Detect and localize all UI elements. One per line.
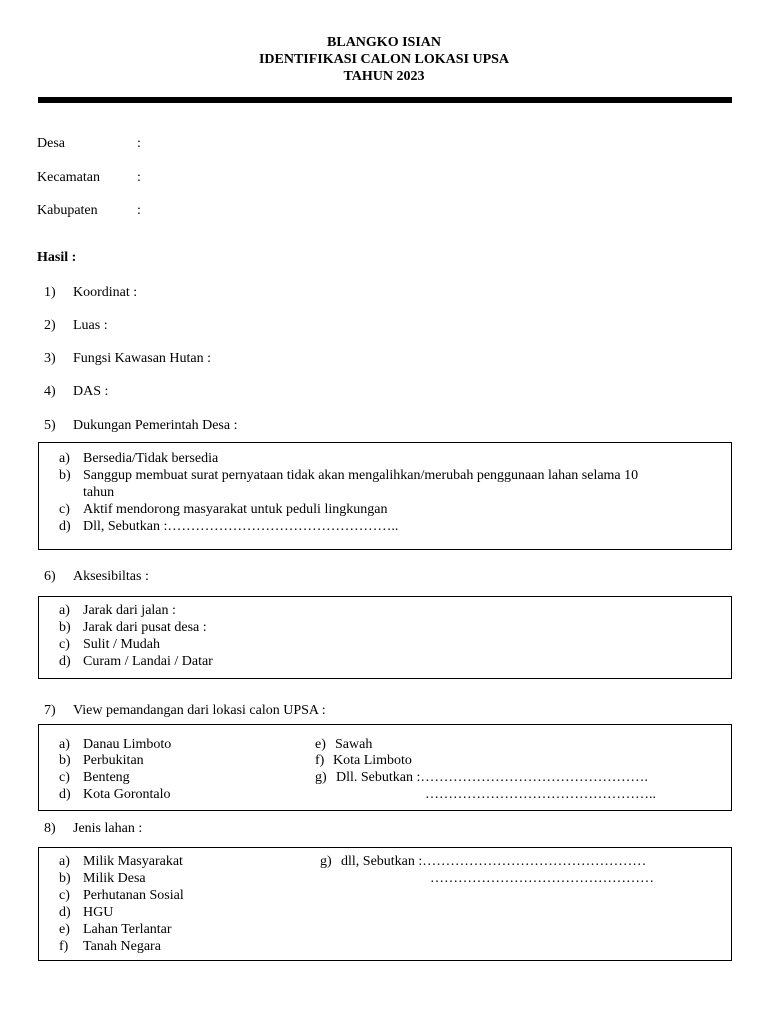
option-milik-masyarakat: Milik Masyarakat xyxy=(83,854,183,869)
option-letter: c) xyxy=(59,502,70,517)
field-colon-kecamatan: : xyxy=(137,170,141,185)
item-number: 7) xyxy=(44,703,56,718)
item-number: 3) xyxy=(44,351,56,366)
option-sanggup: Sanggup membuat surat pernyataan tidak akan mengalihkan/merubah penggunaan lahan selama 10 xyxy=(83,468,639,483)
item-number: 2) xyxy=(44,318,56,333)
field-label-kecamatan: Kecamatan xyxy=(37,170,100,185)
field-colon-desa: : xyxy=(137,136,141,151)
option-sulit-mudah: Sulit / Mudah xyxy=(83,637,161,652)
item-number: 1) xyxy=(44,285,56,300)
fill-in-dots: ………………………………………… xyxy=(430,871,654,886)
option-letter: f) xyxy=(59,939,69,954)
item-number: 6) xyxy=(44,569,56,584)
option-letter: b) xyxy=(59,871,71,886)
option-milik-desa: Milik Desa xyxy=(83,871,146,886)
option-jarak-jalan: Jarak dari jalan : xyxy=(83,603,176,618)
form-title: BLANGKO ISIAN xyxy=(327,35,441,50)
option-dll-sebutkan: dll, Sebutkan :………………………………………… xyxy=(341,854,647,869)
option-benteng: Benteng xyxy=(83,770,130,785)
fill-in-dots: ………………………………………….. xyxy=(425,787,656,802)
option-letter: g) xyxy=(320,854,332,869)
option-sanggup-cont: tahun xyxy=(83,485,115,500)
option-kota-limboto: Kota Limboto xyxy=(333,753,412,768)
field-label-desa: Desa xyxy=(37,136,65,151)
option-letter: b) xyxy=(59,620,71,635)
option-hgu: HGU xyxy=(83,905,114,920)
option-sawah: Sawah xyxy=(335,737,373,752)
option-bersedia: Bersedia/Tidak bersedia xyxy=(83,451,219,466)
option-letter: a) xyxy=(59,854,70,869)
option-kota-gorontalo: Kota Gorontalo xyxy=(83,787,171,802)
hasil-heading: Hasil : xyxy=(37,250,77,265)
option-letter: d) xyxy=(59,519,71,534)
item-dukungan-pemerintah-desa: Dukungan Pemerintah Desa : xyxy=(73,418,238,433)
item-fungsi-kawasan-hutan: Fungsi Kawasan Hutan : xyxy=(73,351,212,366)
option-dll-sebutkan: Dll. Sebutkan :…………………………………………. xyxy=(336,770,648,785)
header-divider xyxy=(38,97,732,103)
item-luas: Luas : xyxy=(73,318,108,333)
form-subtitle: IDENTIFIKASI CALON LOKASI UPSA xyxy=(258,52,510,67)
field-colon-kabupaten: : xyxy=(137,203,141,218)
option-letter: e) xyxy=(315,737,326,752)
option-tanah-negara: Tanah Negara xyxy=(83,939,161,954)
item-number: 5) xyxy=(44,418,56,433)
item-aksesibilitas: Aksesibiltas : xyxy=(73,569,149,584)
option-letter: g) xyxy=(315,770,327,785)
option-aktif: Aktif mendorong masyarakat untuk peduli lingkungan xyxy=(83,502,388,517)
option-letter: a) xyxy=(59,737,70,752)
option-letter: b) xyxy=(59,753,71,768)
option-perhutanan-sosial: Perhutanan Sosial xyxy=(83,888,184,903)
option-letter: c) xyxy=(59,888,70,903)
item-view-pemandangan: View pemandangan dari lokasi calon UPSA : xyxy=(73,703,326,718)
option-lahan-terlantar: Lahan Terlantar xyxy=(83,922,172,937)
option-dll-sebutkan: Dll, Sebutkan :………………………………………….. xyxy=(83,519,399,534)
option-letter: a) xyxy=(59,603,70,618)
field-label-kabupaten: Kabupaten xyxy=(37,203,98,218)
option-letter: b) xyxy=(59,468,71,483)
item-koordinat: Koordinat : xyxy=(73,285,138,300)
option-danau-limboto: Danau Limboto xyxy=(83,737,172,752)
form-year: TAHUN 2023 xyxy=(343,69,425,84)
item-number: 4) xyxy=(44,384,56,399)
option-letter: c) xyxy=(59,770,70,785)
option-curam-landai-datar: Curam / Landai / Datar xyxy=(83,654,213,669)
option-letter: d) xyxy=(59,787,71,802)
option-letter: d) xyxy=(59,654,71,669)
item-number: 8) xyxy=(44,821,56,836)
option-letter: d) xyxy=(59,905,71,920)
option-perbukitan: Perbukitan xyxy=(83,753,144,768)
option-letter: e) xyxy=(59,922,70,937)
option-letter: f) xyxy=(315,753,325,768)
option-letter: c) xyxy=(59,637,70,652)
option-jarak-pusat-desa: Jarak dari pusat desa : xyxy=(83,620,207,635)
item-das: DAS : xyxy=(73,384,109,399)
option-letter: a) xyxy=(59,451,70,466)
item-jenis-lahan: Jenis lahan : xyxy=(73,821,143,836)
